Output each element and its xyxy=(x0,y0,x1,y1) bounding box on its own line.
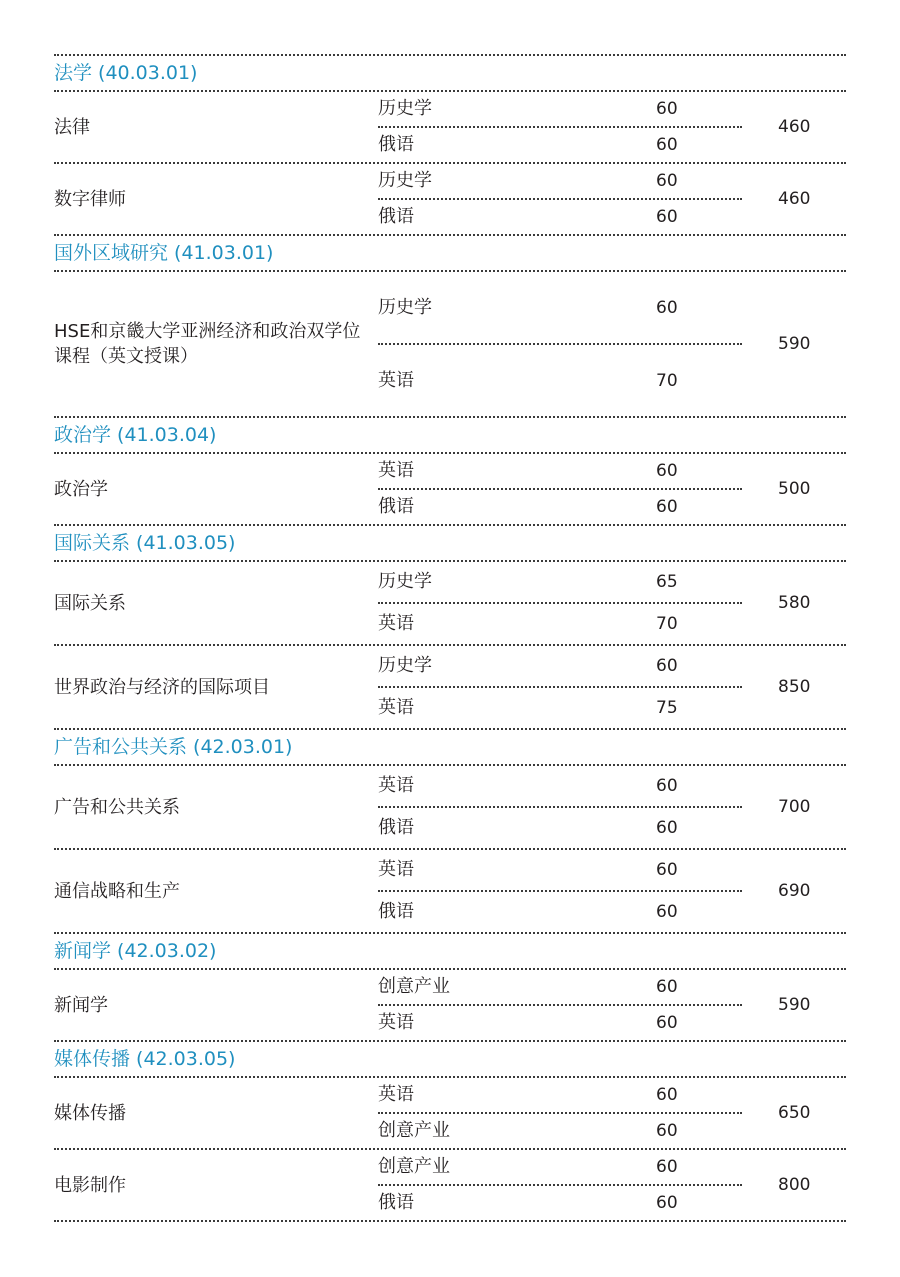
divider-top xyxy=(54,54,846,56)
program-divider xyxy=(54,932,846,934)
section-title: 国外区域研究 (41.03.01) xyxy=(54,242,274,264)
subject-divider xyxy=(378,806,742,808)
program-divider xyxy=(54,848,846,850)
program-divider xyxy=(54,524,846,526)
total-score: 460 xyxy=(778,189,811,209)
total-score: 800 xyxy=(778,1175,811,1195)
subject-name: 俄语 xyxy=(378,206,414,227)
section-title: 国际关系 (41.03.05) xyxy=(54,532,236,554)
subject-divider xyxy=(378,488,742,490)
total-score: 700 xyxy=(778,797,811,817)
program-name: 新闻学 xyxy=(54,994,108,1016)
subject-name: 历史学 xyxy=(378,296,432,318)
subject-name: 俄语 xyxy=(378,817,414,838)
program-divider xyxy=(54,416,846,418)
total-score: 580 xyxy=(778,593,811,613)
section-title: 法学 (40.03.01) xyxy=(54,62,198,84)
section-divider xyxy=(54,764,846,766)
min-score: 60 xyxy=(656,1193,678,1213)
subject-divider xyxy=(378,343,742,345)
subject-divider xyxy=(378,126,742,128)
program-name: 法律 xyxy=(54,116,90,138)
min-score: 60 xyxy=(656,1157,678,1177)
min-score: 60 xyxy=(656,977,678,997)
subject-name: 历史学 xyxy=(378,655,432,676)
subject-name: 历史学 xyxy=(378,98,432,119)
min-score: 60 xyxy=(656,1121,678,1141)
min-score: 60 xyxy=(656,656,678,676)
subject-name: 俄语 xyxy=(378,134,414,155)
min-score: 60 xyxy=(656,902,678,922)
min-score: 60 xyxy=(656,207,678,227)
program-name: 媒体传播 xyxy=(54,1102,126,1124)
min-score: 60 xyxy=(656,135,678,155)
min-score: 60 xyxy=(656,1013,678,1033)
min-score: 75 xyxy=(656,698,678,718)
subject-name: 英语 xyxy=(378,460,414,481)
program-name: HSE和京畿大学亚洲经济和政治双学位课程（英文授课） xyxy=(54,321,361,367)
section-title: 媒体传播 (42.03.05) xyxy=(54,1048,236,1070)
program-name: 数字律师 xyxy=(54,188,126,210)
min-score: 60 xyxy=(656,297,678,318)
subject-name: 英语 xyxy=(378,859,414,880)
section-title: 政治学 (41.03.04) xyxy=(54,424,217,446)
min-score: 60 xyxy=(656,1085,678,1105)
total-score: 460 xyxy=(778,117,811,137)
program-divider xyxy=(54,644,846,646)
subject-name: 创意产业 xyxy=(378,976,450,997)
subject-divider xyxy=(378,1004,742,1006)
min-score: 60 xyxy=(656,461,678,481)
min-score: 65 xyxy=(656,572,678,592)
subject-name: 英语 xyxy=(378,613,414,634)
program-name: 世界政治与经济的国际项目 xyxy=(54,676,270,698)
section-title: 新闻学 (42.03.02) xyxy=(54,940,217,962)
program-name: 通信战略和生产 xyxy=(54,880,180,902)
min-score: 60 xyxy=(656,860,678,880)
subject-divider xyxy=(378,198,742,200)
section-divider xyxy=(54,1076,846,1078)
subject-name: 俄语 xyxy=(378,901,414,922)
section-divider xyxy=(54,452,846,454)
section-divider xyxy=(54,90,846,92)
section-divider xyxy=(54,560,846,562)
subject-divider xyxy=(378,602,742,604)
min-score: 70 xyxy=(656,614,678,634)
total-score: 690 xyxy=(778,881,811,901)
total-score: 590 xyxy=(778,334,811,354)
program-divider xyxy=(54,1148,846,1150)
total-score: 590 xyxy=(778,995,811,1015)
subject-name: 英语 xyxy=(378,1084,414,1105)
section-divider xyxy=(54,270,846,272)
section-title: 广告和公共关系 (42.03.01) xyxy=(54,736,293,758)
program-divider xyxy=(54,728,846,730)
subject-name: 历史学 xyxy=(378,571,432,592)
min-score: 70 xyxy=(656,370,678,391)
subject-divider xyxy=(378,1112,742,1114)
min-score: 60 xyxy=(656,99,678,119)
subject-name: 创意产业 xyxy=(378,1156,450,1177)
program-divider xyxy=(54,162,846,164)
program-divider xyxy=(54,1220,846,1222)
subject-name: 俄语 xyxy=(378,496,414,517)
total-score: 850 xyxy=(778,677,811,697)
min-score: 60 xyxy=(656,776,678,796)
subject-divider xyxy=(378,890,742,892)
total-score: 500 xyxy=(778,479,811,499)
section-divider xyxy=(54,968,846,970)
program-name: 国际关系 xyxy=(54,592,126,614)
program-name: 广告和公共关系 xyxy=(54,796,180,818)
min-score: 60 xyxy=(656,818,678,838)
subject-divider xyxy=(378,686,742,688)
min-score: 60 xyxy=(656,171,678,191)
program-name: 电影制作 xyxy=(54,1174,126,1196)
total-score: 650 xyxy=(778,1103,811,1123)
program-divider xyxy=(54,234,846,236)
subject-name: 英语 xyxy=(378,697,414,718)
min-score: 60 xyxy=(656,497,678,517)
program-divider xyxy=(54,1040,846,1042)
subject-name: 英语 xyxy=(378,775,414,796)
subject-name: 创意产业 xyxy=(378,1120,450,1141)
subject-divider xyxy=(378,1184,742,1186)
subject-name: 英语 xyxy=(378,369,414,391)
subject-name: 英语 xyxy=(378,1012,414,1033)
subject-name: 俄语 xyxy=(378,1192,414,1213)
subject-name: 历史学 xyxy=(378,170,432,191)
program-name: 政治学 xyxy=(54,478,108,500)
